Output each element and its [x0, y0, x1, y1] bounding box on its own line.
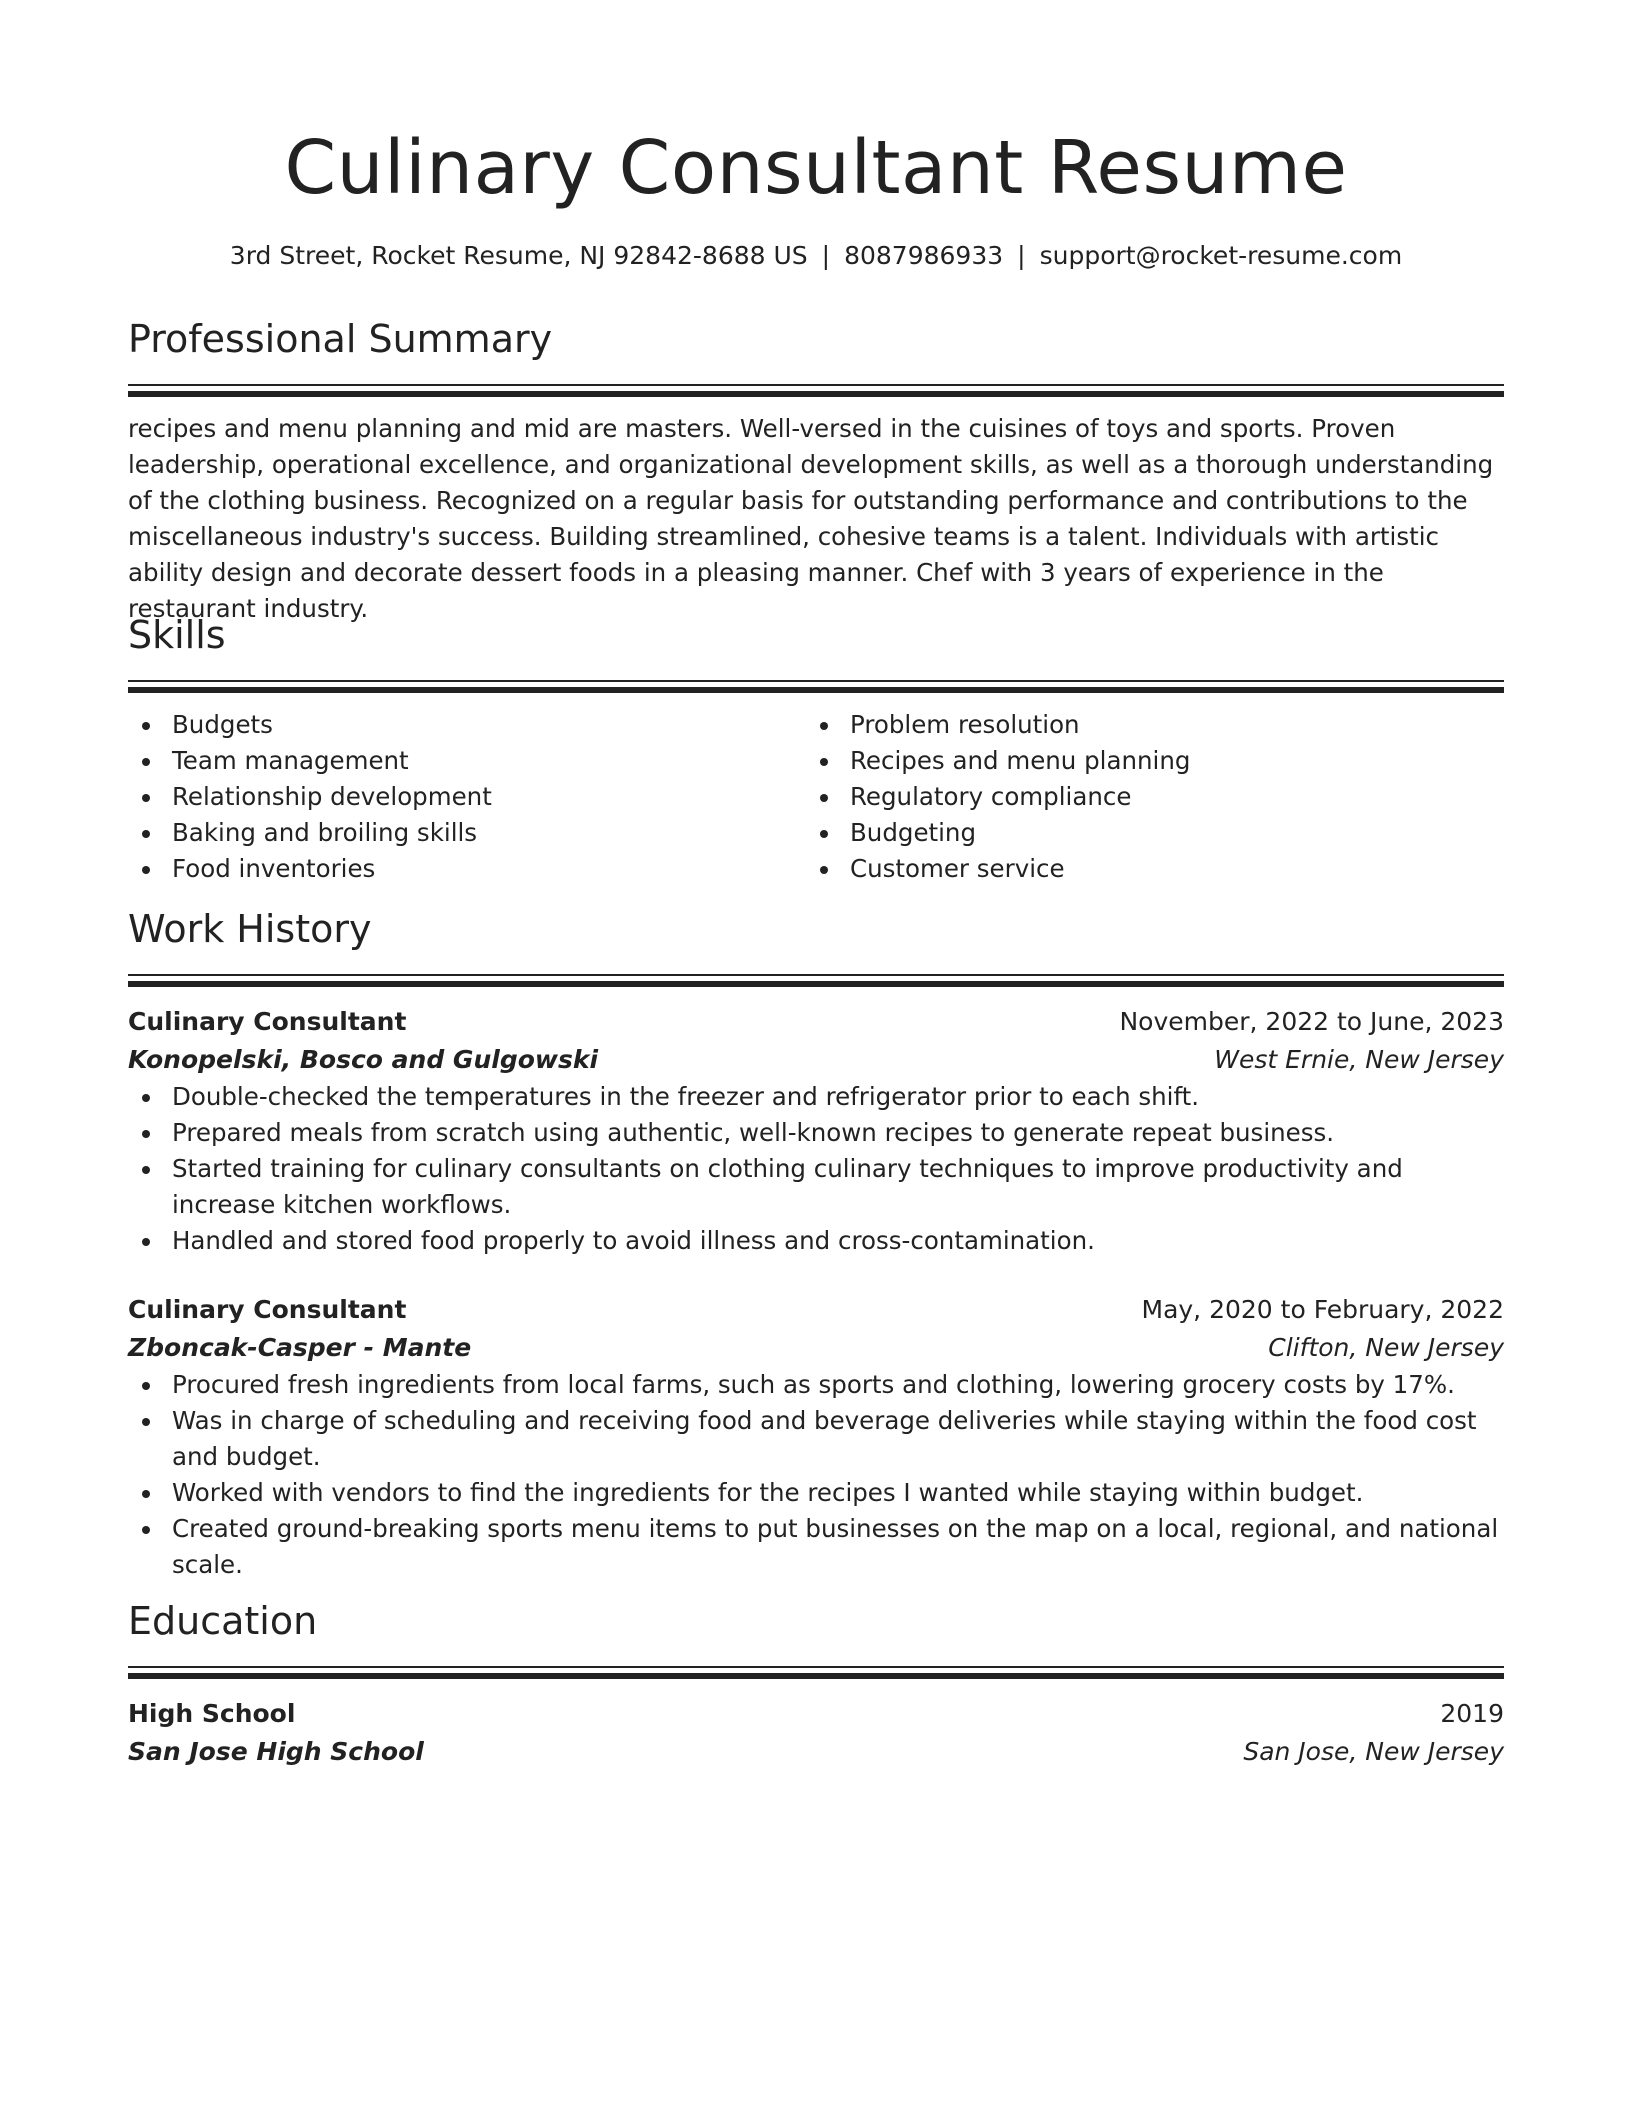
education-school-row: [128, 1733, 1504, 1771]
skill-item: Budgets: [128, 707, 806, 743]
skill-item: Customer service: [806, 851, 1484, 887]
job-bullets: [128, 1367, 1504, 1583]
contact-address: 3rd Street, Rocket Resume, NJ 92842-8688 US: [229, 241, 808, 270]
section-title-summary: Professional Summary: [128, 317, 553, 361]
section-divider: [128, 680, 1504, 693]
skill-item: Food inventories: [128, 851, 806, 887]
job-location: Clifton, New Jersey: [1268, 1333, 1504, 1362]
job-bullet: Worked with vendors to find the ingredients for the recipes I wanted while staying within budget.: [128, 1475, 1504, 1511]
contact-email: support@rocket-resume.com: [1039, 241, 1403, 270]
section-divider: [128, 974, 1504, 987]
summary-section: [128, 314, 1504, 627]
job-entry: [128, 1291, 1504, 1583]
section-title-education: Education: [128, 1599, 318, 1643]
education-location: San Jose, New Jersey: [1243, 1737, 1504, 1766]
job-dates: May, 2020 to February, 2022: [1141, 1295, 1504, 1324]
skill-item: Recipes and menu planning: [806, 743, 1484, 779]
job-company-row: [128, 1329, 1504, 1367]
skill-item: Problem resolution: [806, 707, 1484, 743]
job-bullet: Procured fresh ingredients from local farms, such as sports and clothing, lowering grocery costs by 17%.: [128, 1367, 1504, 1403]
contact-line: [128, 238, 1504, 274]
contact-phone: 8087986933: [844, 241, 1004, 270]
education-school: San Jose High School: [128, 1737, 424, 1766]
job-location: West Ernie, New Jersey: [1214, 1045, 1504, 1074]
education-year: 2019: [1440, 1699, 1504, 1728]
contact-separator: |: [1017, 241, 1026, 270]
education-entry: [128, 1695, 1504, 1771]
section-divider: [128, 1666, 1504, 1679]
summary-text: recipes and menu planning and mid are masters. Well-versed in the cuisines of toys and sports. Proven leadership, operational excellence, and organizational development skills, as well as a thorough understanding of the clothing business. Recognized on a regular basis for outstanding performance and contributions to the miscellaneous industry's success. Building streamlined, cohesive teams is a talent. Individuals with artistic ability design and decorate dessert foods in a pleasing manner. Chef with 3 years of experience in the restaurant industry.: [128, 414, 1494, 623]
job-bullets: [128, 1079, 1504, 1259]
skill-item: Budgeting: [806, 815, 1484, 851]
section-title-work: Work History: [128, 907, 372, 951]
work-section: [128, 904, 1504, 1583]
skill-item: Regulatory compliance: [806, 779, 1484, 815]
skills-list-right: [806, 707, 1484, 887]
job-title: Culinary Consultant: [128, 1295, 407, 1324]
job-bullet: Prepared meals from scratch using authentic, well-known recipes to generate repeat business.: [128, 1115, 1504, 1151]
job-company: Zboncak-Casper - Mante: [128, 1333, 472, 1362]
skill-item: Team management: [128, 743, 806, 779]
job-entry: [128, 1003, 1504, 1259]
job-dates: November, 2022 to June, 2023: [1119, 1007, 1504, 1036]
skill-item: Relationship development: [128, 779, 806, 815]
section-title-skills: Skills: [128, 613, 226, 657]
job-bullet: Handled and stored food properly to avoid illness and cross-contamination.: [128, 1223, 1504, 1259]
education-degree: High School: [128, 1699, 296, 1728]
job-bullet: Started training for culinary consultants on clothing culinary techniques to improve productivity and increase kitchen workflows.: [128, 1151, 1504, 1223]
job-company: Konopelski, Bosco and Gulgowski: [128, 1045, 599, 1074]
job-title: Culinary Consultant: [128, 1007, 407, 1036]
contact-separator: |: [821, 241, 831, 270]
education-section: [128, 1596, 1504, 1771]
resume-title: Culinary Consultant Resume: [284, 125, 1348, 211]
job-bullet: Double-checked the temperatures in the freezer and refrigerator prior to each shift.: [128, 1079, 1504, 1115]
skills-section: [128, 610, 1504, 887]
skill-item: Baking and broiling skills: [128, 815, 806, 851]
section-divider: [128, 384, 1504, 397]
education-header-row: [128, 1695, 1504, 1733]
job-bullet: Created ground-breaking sports menu items to put businesses on the map on a local, regional, and national scale.: [128, 1511, 1504, 1583]
skills-list-left: [128, 707, 806, 887]
job-header-row: [128, 1291, 1504, 1329]
skills-columns: [128, 707, 1504, 887]
job-header-row: [128, 1003, 1504, 1041]
job-company-row: [128, 1041, 1504, 1079]
job-bullet: Was in charge of scheduling and receiving food and beverage deliveries while staying within the food cost and budget.: [128, 1403, 1504, 1475]
